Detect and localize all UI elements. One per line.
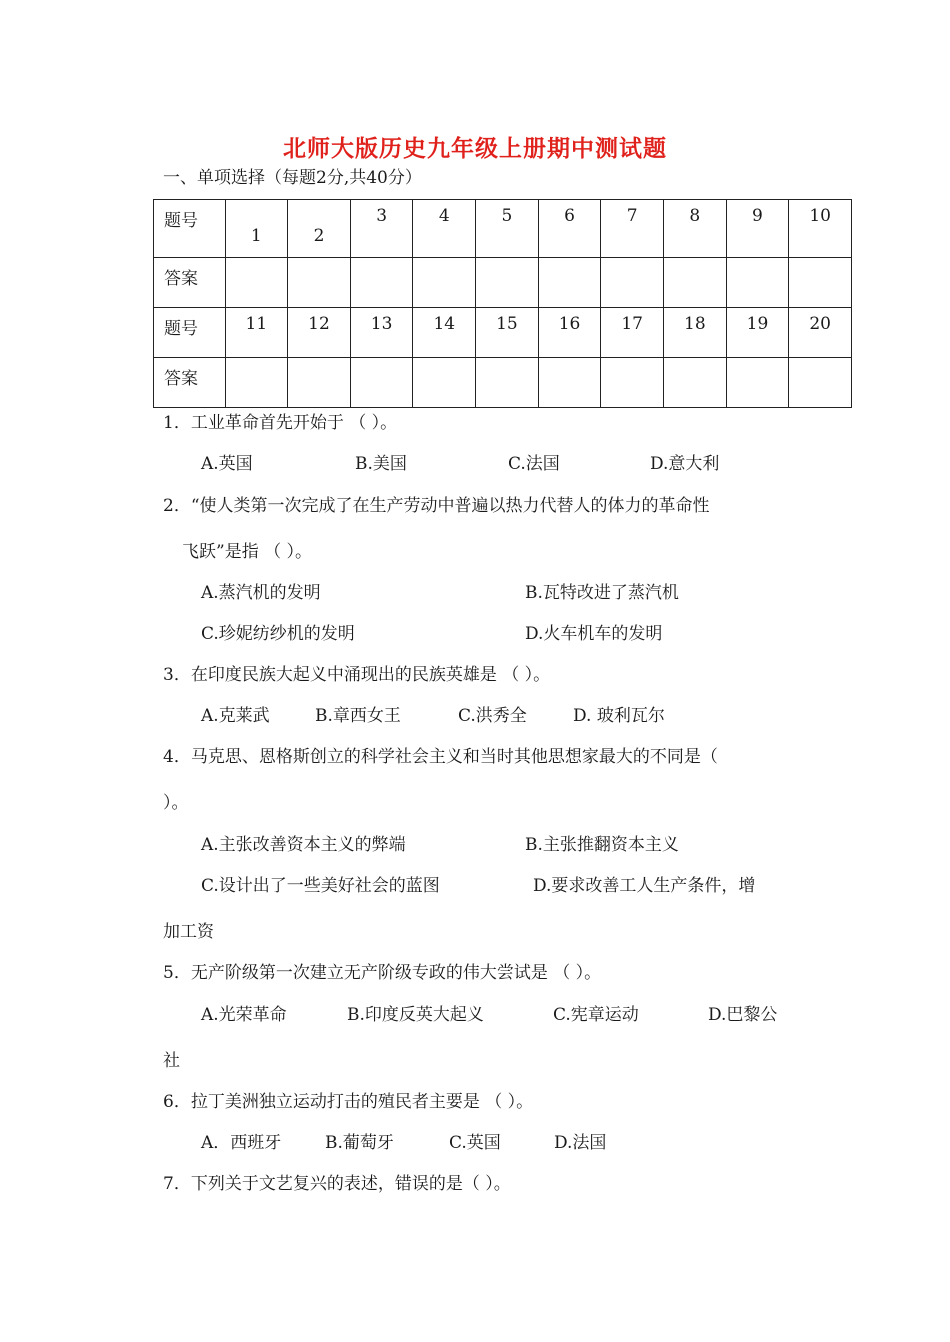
row-label-answer: 答案 xyxy=(154,358,226,408)
q4-option-d[interactable]: D.要求改善工人生产条件，增 xyxy=(533,876,756,896)
question-number-cell: 6 xyxy=(538,200,601,258)
q1-option-a[interactable]: A.英国 xyxy=(201,454,253,474)
answer-cell[interactable] xyxy=(225,258,288,308)
answer-cell[interactable] xyxy=(413,258,476,308)
answer-cell[interactable] xyxy=(789,358,852,408)
question-number-cell: 11 xyxy=(225,308,288,358)
question-number-cell: 15 xyxy=(476,308,539,358)
q6-option-d[interactable]: D.法国 xyxy=(554,1133,607,1153)
q4-option-a[interactable]: A.主张改善资本主义的弊端 xyxy=(201,835,406,855)
table-row xyxy=(154,258,852,308)
section-heading: 一、单项选择（每题2分,共40分） xyxy=(163,168,422,188)
q2-option-c[interactable]: C.珍妮纺纱机的发明 xyxy=(201,624,355,644)
q1-option-d[interactable]: D.意大利 xyxy=(650,454,720,474)
q2-option-b[interactable]: B.瓦特改进了蒸汽机 xyxy=(525,583,679,603)
q3-option-d[interactable]: D. 玻利瓦尔 xyxy=(573,706,665,726)
q1-option-b[interactable]: B.美国 xyxy=(355,454,407,474)
question-number-cell: 18 xyxy=(664,308,727,358)
question-number-cell: 2 xyxy=(288,200,351,258)
table-row xyxy=(154,358,852,408)
table-row xyxy=(154,200,852,258)
q1-option-c[interactable]: C.法国 xyxy=(508,454,560,474)
question-4-line-1: 4．马克思、恩格斯创立的科学社会主义和当时其他思想家最大的不同是（ xyxy=(163,747,718,767)
q4-option-b[interactable]: B.主张推翻资本主义 xyxy=(525,835,679,855)
question-6: 6．拉丁美洲独立运动打击的殖民者主要是 （ ）。 xyxy=(163,1092,534,1112)
answer-cell[interactable] xyxy=(538,358,601,408)
row-label-number: 题号 xyxy=(154,308,226,358)
question-number-cell: 20 xyxy=(789,308,852,358)
q2-option-d[interactable]: D.火车机车的发明 xyxy=(525,624,663,644)
question-number-cell: 12 xyxy=(288,308,351,358)
q3-option-a[interactable]: A.克莱武 xyxy=(201,706,270,726)
question-number-cell: 14 xyxy=(413,308,476,358)
q4-option-c[interactable]: C.设计出了一些美好社会的蓝图 xyxy=(201,876,440,896)
answer-cell[interactable] xyxy=(601,258,664,308)
q5-option-b[interactable]: B.印度反英大起义 xyxy=(347,1005,484,1025)
question-number-cell: 13 xyxy=(350,308,413,358)
row-label-number: 题号 xyxy=(154,200,226,258)
answer-cell[interactable] xyxy=(726,358,789,408)
q6-option-a[interactable]: A．西班牙 xyxy=(201,1133,282,1153)
q3-option-c[interactable]: C.洪秀全 xyxy=(458,706,527,726)
answer-cell[interactable] xyxy=(288,358,351,408)
answer-cell[interactable] xyxy=(538,258,601,308)
question-number-cell: 8 xyxy=(664,200,727,258)
q5-option-a[interactable]: A.光荣革命 xyxy=(201,1005,287,1025)
question-number-cell: 4 xyxy=(413,200,476,258)
question-number-cell: 3 xyxy=(350,200,413,258)
q5-option-d[interactable]: D.巴黎公 xyxy=(708,1005,778,1025)
answer-cell[interactable] xyxy=(350,258,413,308)
answer-cell[interactable] xyxy=(601,358,664,408)
table-row xyxy=(154,308,852,358)
question-number-cell: 16 xyxy=(538,308,601,358)
question-number-cell: 7 xyxy=(601,200,664,258)
page-title: 北师大版历史九年级上册期中测试题 xyxy=(283,135,667,162)
answer-cell[interactable] xyxy=(476,258,539,308)
question-number-cell: 9 xyxy=(726,200,789,258)
question-3: 3．在印度民族大起义中涌现出的民族英雄是 （ ）。 xyxy=(163,665,551,685)
answer-cell[interactable] xyxy=(413,358,476,408)
question-2-line-2: 飞跃”是指 （ ）。 xyxy=(182,542,312,562)
answer-table xyxy=(153,199,852,408)
question-5: 5．无产阶级第一次建立无产阶级专政的伟大尝试是 （ ）。 xyxy=(163,963,602,983)
q6-option-c[interactable]: C.英国 xyxy=(449,1133,501,1153)
answer-cell[interactable] xyxy=(476,358,539,408)
q4-option-d-continued: 加工资 xyxy=(163,922,214,942)
q5-option-d-continued: 社 xyxy=(163,1051,180,1071)
q3-option-b[interactable]: B.章西女王 xyxy=(315,706,401,726)
q2-option-a[interactable]: A.蒸汽机的发明 xyxy=(201,583,321,603)
question-number-cell: 1 xyxy=(225,200,288,258)
row-label-answer: 答案 xyxy=(154,258,226,308)
question-number-cell: 19 xyxy=(726,308,789,358)
q5-option-c[interactable]: C.宪章运动 xyxy=(553,1005,639,1025)
question-2-line-1: 2．“使人类第一次完成了在生产劳动中普遍以热力代替人的体力的革命性 xyxy=(163,496,710,516)
answer-cell[interactable] xyxy=(789,258,852,308)
answer-cell[interactable] xyxy=(225,358,288,408)
question-number-cell: 5 xyxy=(476,200,539,258)
q6-option-b[interactable]: B.葡萄牙 xyxy=(325,1133,394,1153)
answer-cell[interactable] xyxy=(726,258,789,308)
answer-cell[interactable] xyxy=(664,358,727,408)
answer-cell[interactable] xyxy=(664,258,727,308)
answer-cell[interactable] xyxy=(350,358,413,408)
question-1: 1．工业革命首先开始于 （ ）。 xyxy=(163,413,398,433)
question-4-line-2: ）。 xyxy=(163,793,189,813)
question-number-cell: 10 xyxy=(789,200,852,258)
answer-cell[interactable] xyxy=(288,258,351,308)
question-7: 7．下列关于文艺复兴的表述，错误的是（ ）。 xyxy=(163,1174,511,1194)
question-number-cell: 17 xyxy=(601,308,664,358)
